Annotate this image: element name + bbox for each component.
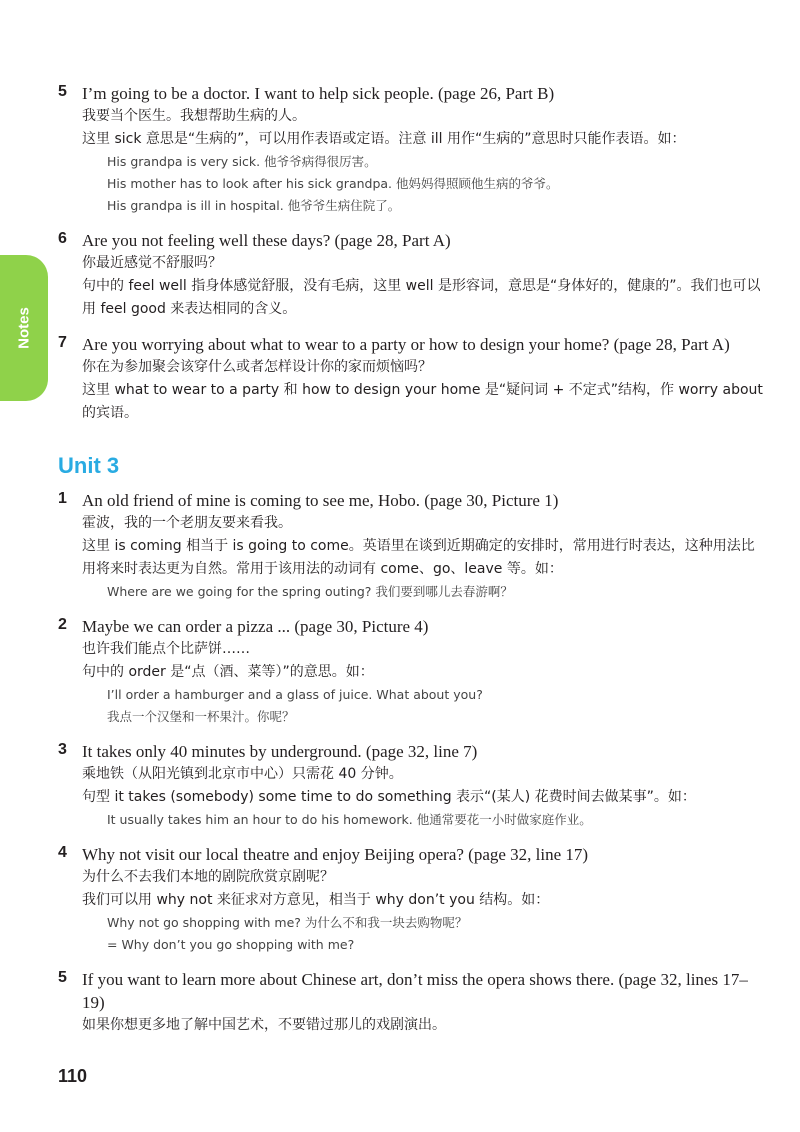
page-number: 110 bbox=[58, 1066, 88, 1086]
note-number: 7 bbox=[58, 334, 67, 351]
note-explanation: 我们可以用 why not 来征求对方意见，相当于 why don’t you 结构。如： bbox=[82, 892, 550, 908]
note-sentence: Why not visit our local theatre and enjoy Beijing opera? (page 32, line 17) bbox=[82, 845, 589, 864]
notes-tab bbox=[0, 255, 48, 401]
note-explanation: 这里 is coming 相当于 is going to come。英语里在谈到近期确定的安排时，常用进行时表达，这种用法比用将来时表达更为自然。常用于该用法的动词有 come、go、leave 等。如： bbox=[82, 538, 755, 577]
note-item bbox=[58, 489, 763, 603]
note-example: = Why don’t you go shopping with me? bbox=[107, 937, 355, 952]
note-translation: 为什么不去我们本地的剧院欣赏京剧呢？ bbox=[82, 869, 334, 885]
note-example: His mother has to look after his sick grandpa. 他妈妈得照顾他生病的爷爷。 bbox=[107, 176, 559, 191]
note-item bbox=[58, 229, 763, 321]
note-translation: 你在为参加聚会该穿什么或者怎样设计你的家而烦恼吗？ bbox=[82, 359, 432, 375]
note-sentence: An old friend of mine is coming to see me, Hobo. (page 30, Picture 1) bbox=[82, 491, 559, 510]
note-example: His grandpa is ill in hospital. 他爷爷生病住院了。 bbox=[107, 198, 401, 213]
note-sentence: It takes only 40 minutes by underground. (page 32, line 7) bbox=[82, 742, 478, 761]
note-example: Where are we going for the spring outing? 我们要到哪儿去春游啊？ bbox=[107, 584, 513, 599]
note-translation: 如果你想更多地了解中国艺术，不要错过那儿的戏剧演出。 bbox=[82, 1017, 446, 1033]
note-item bbox=[58, 968, 763, 1037]
note-explanation: 句型 it takes (somebody) some time to do something 表示“(某人) 花费时间去做某事”。如： bbox=[82, 789, 696, 805]
note-item bbox=[58, 333, 763, 425]
note-explanation: 句中的 order 是“点（酒、菜等）”的意思。如： bbox=[82, 664, 374, 680]
note-item bbox=[58, 843, 763, 956]
note-translation: 也许我们能点个比萨饼…… bbox=[82, 641, 250, 657]
note-item bbox=[58, 615, 763, 728]
note-number: 5 bbox=[58, 969, 67, 986]
note-number: 6 bbox=[58, 230, 67, 247]
notes-tab-label: Notes bbox=[15, 307, 33, 349]
note-item bbox=[58, 82, 763, 217]
note-sentence: If you want to learn more about Chinese art, don’t miss the opera shows there. (page 32, lines 17–19) bbox=[82, 970, 748, 1012]
note-number: 1 bbox=[58, 490, 67, 507]
note-number: 2 bbox=[58, 616, 67, 633]
note-sentence: Are you worrying about what to wear to a party or how to design your home? (page 28, Part A) bbox=[82, 335, 730, 354]
notes-content bbox=[58, 82, 763, 1049]
note-explanation: 这里 what to wear to a party 和 how to design your home 是“疑问词 + 不定式”结构，作 worry about 的宾语。 bbox=[82, 382, 763, 421]
note-translation: 乘地铁（从阳光镇到北京市中心）只需花 40 分钟。 bbox=[82, 766, 403, 782]
note-example: I’ll order a hamburger and a glass of juice. What about you? bbox=[107, 687, 483, 702]
note-sentence: Are you not feeling well these days? (page 28, Part A) bbox=[82, 231, 451, 250]
note-translation: 你最近感觉不舒服吗？ bbox=[82, 255, 222, 271]
note-number: 5 bbox=[58, 83, 67, 100]
note-sentence: Maybe we can order a pizza ... (page 30, Picture 4) bbox=[82, 617, 429, 636]
note-item bbox=[58, 740, 763, 831]
note-explanation: 这里 sick 意思是“生病的”，可以用作表语或定语。注意 ill 用作“生病的”意思时只能作表语。如： bbox=[82, 131, 686, 147]
note-number: 3 bbox=[58, 741, 67, 758]
note-translation: 霍波，我的一个老朋友要来看我。 bbox=[82, 515, 292, 531]
note-example: 我点一个汉堡和一杯果汁。你呢？ bbox=[107, 709, 295, 724]
note-sentence: I’m going to be a doctor. I want to help sick people. (page 26, Part B) bbox=[82, 84, 555, 103]
unit-heading: Unit 3 bbox=[58, 453, 120, 478]
note-example: It usually takes him an hour to do his homework. 他通常要花一小时做家庭作业。 bbox=[107, 812, 592, 827]
note-explanation: 句中的 feel well 指身体感觉舒服，没有毛病，这里 well 是形容词，意思是“身体好的，健康的”。我们也可以用 feel good 来表达相同的含义。 bbox=[82, 278, 761, 317]
note-example: His grandpa is very sick. 他爷爷病得很厉害。 bbox=[107, 154, 377, 169]
note-translation: 我要当个医生。我想帮助生病的人。 bbox=[82, 108, 306, 124]
note-example: Why not go shopping with me? 为什么不和我一块去购物呢？ bbox=[107, 915, 468, 930]
note-number: 4 bbox=[58, 844, 67, 861]
